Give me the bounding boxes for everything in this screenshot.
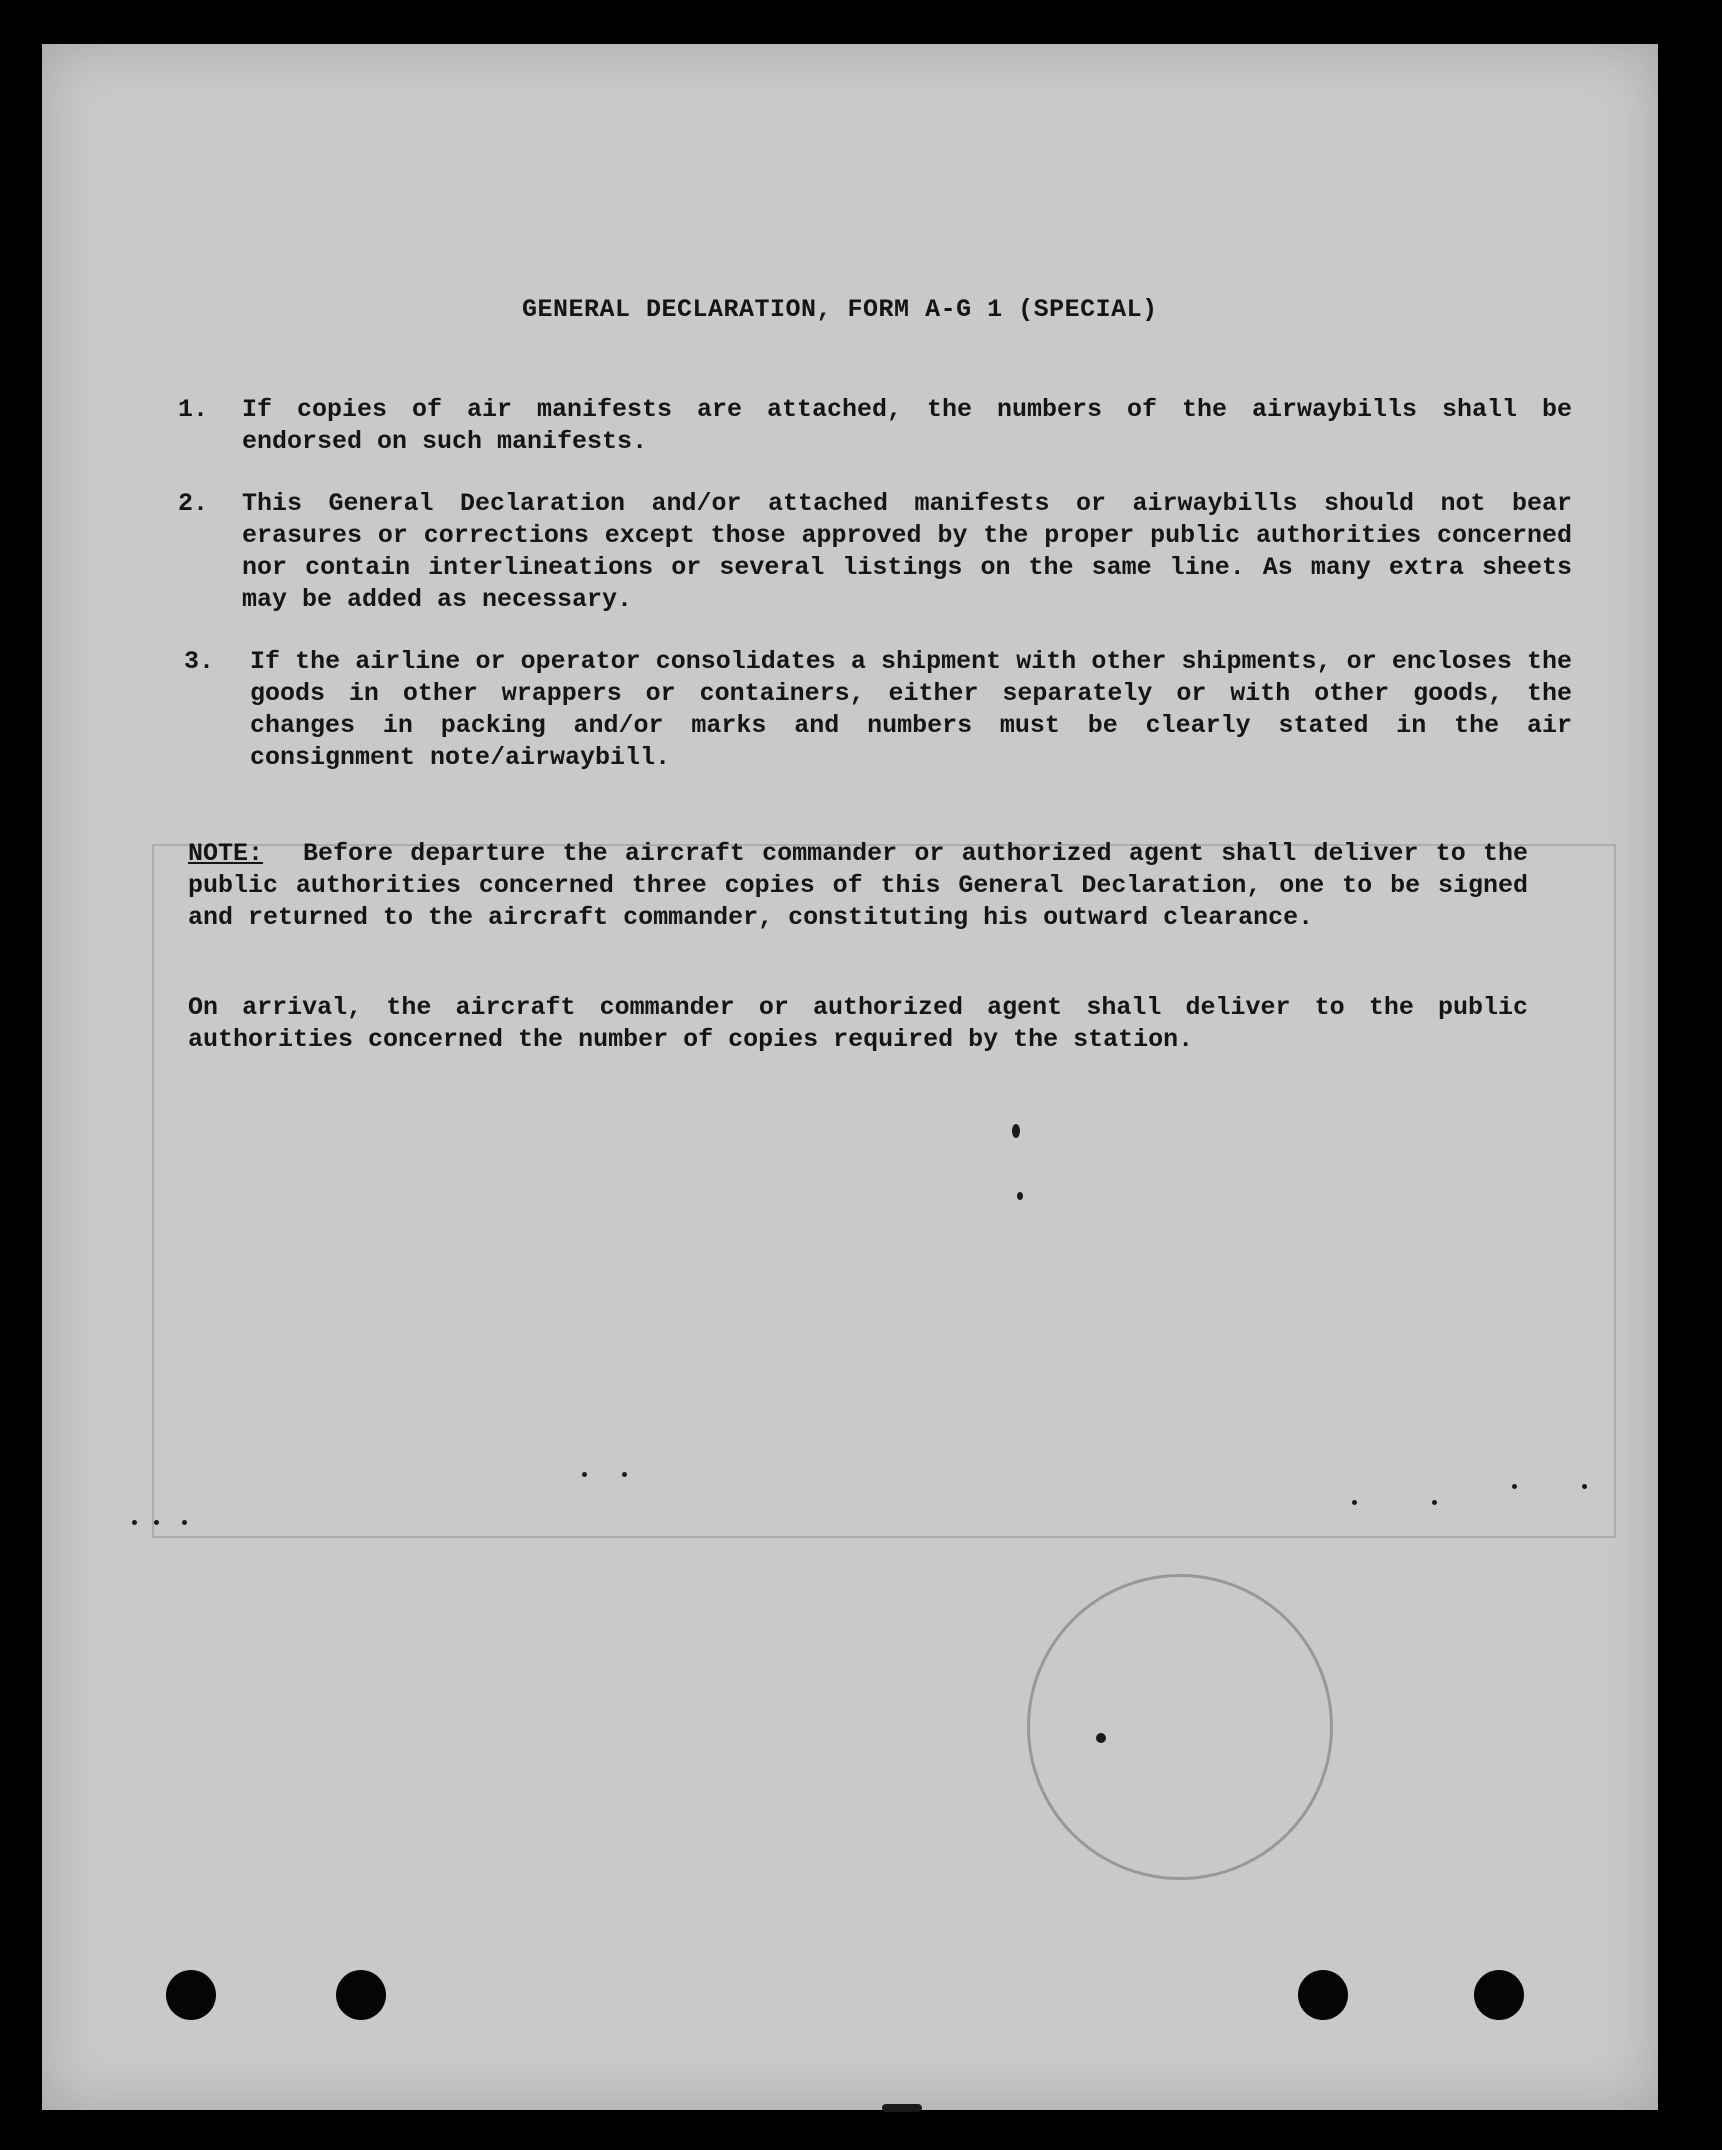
speck — [132, 1520, 137, 1525]
arrival-paragraph: On arrival, the aircraft commander or authorized agent shall deliver to the public authorities concerned the number of copies required by the station. — [188, 993, 1528, 1054]
punch-hole-3 — [1298, 1970, 1348, 2020]
punch-hole-2 — [336, 1970, 386, 2020]
speck — [882, 2104, 922, 2112]
speck — [182, 1520, 187, 1525]
list-item-number: 3. — [184, 647, 215, 676]
document-page — [42, 44, 1658, 2110]
list-item-number: 1. — [178, 395, 209, 424]
speck — [1582, 1484, 1587, 1489]
speck — [1096, 1733, 1106, 1743]
punch-hole-4 — [1474, 1970, 1524, 2020]
note-paragraph — [188, 838, 1528, 934]
list-item-text: If copies of air manifests are attached, the numbers of the airwaybills shall be endorsed on such manifests. — [242, 395, 1572, 456]
speck — [1352, 1500, 1357, 1505]
list-item-text: If the airline or operator consolidates a shipment with other shipments, or encloses the goods in other wrappers or containers, either separately or with other goods, the changes in packing and/or marks and numbers must be clearly stated in the air consignment note/airwaybill. — [250, 647, 1572, 772]
list-item-number: 2. — [178, 489, 209, 518]
speck — [1432, 1500, 1437, 1505]
document-text — [42, 44, 1658, 2110]
punch-hole-1 — [166, 1970, 216, 2020]
speck — [154, 1520, 159, 1525]
speck — [1017, 1192, 1023, 1200]
document-title: GENERAL DECLARATION, FORM A-G 1 (SPECIAL) — [522, 295, 1158, 324]
note-label: NOTE: — [188, 839, 264, 868]
speck — [622, 1472, 627, 1477]
note-text: Before departure the aircraft commander or authorized agent shall deliver to the public authorities concerned three copies of this General Declaration, one to be signed and returned to the aircraft commander, constituting his outward clearance. — [188, 839, 1528, 932]
speck — [582, 1472, 587, 1477]
list-item-text: This General Declaration and/or attached manifests or airwaybills should not bear erasures or corrections except those approved by the proper public authorities concerned nor contain interlineations or several listings on the same line. As many extra sheets may be added as necessary. — [242, 489, 1572, 614]
speck — [1012, 1124, 1020, 1138]
speck — [1512, 1484, 1517, 1489]
